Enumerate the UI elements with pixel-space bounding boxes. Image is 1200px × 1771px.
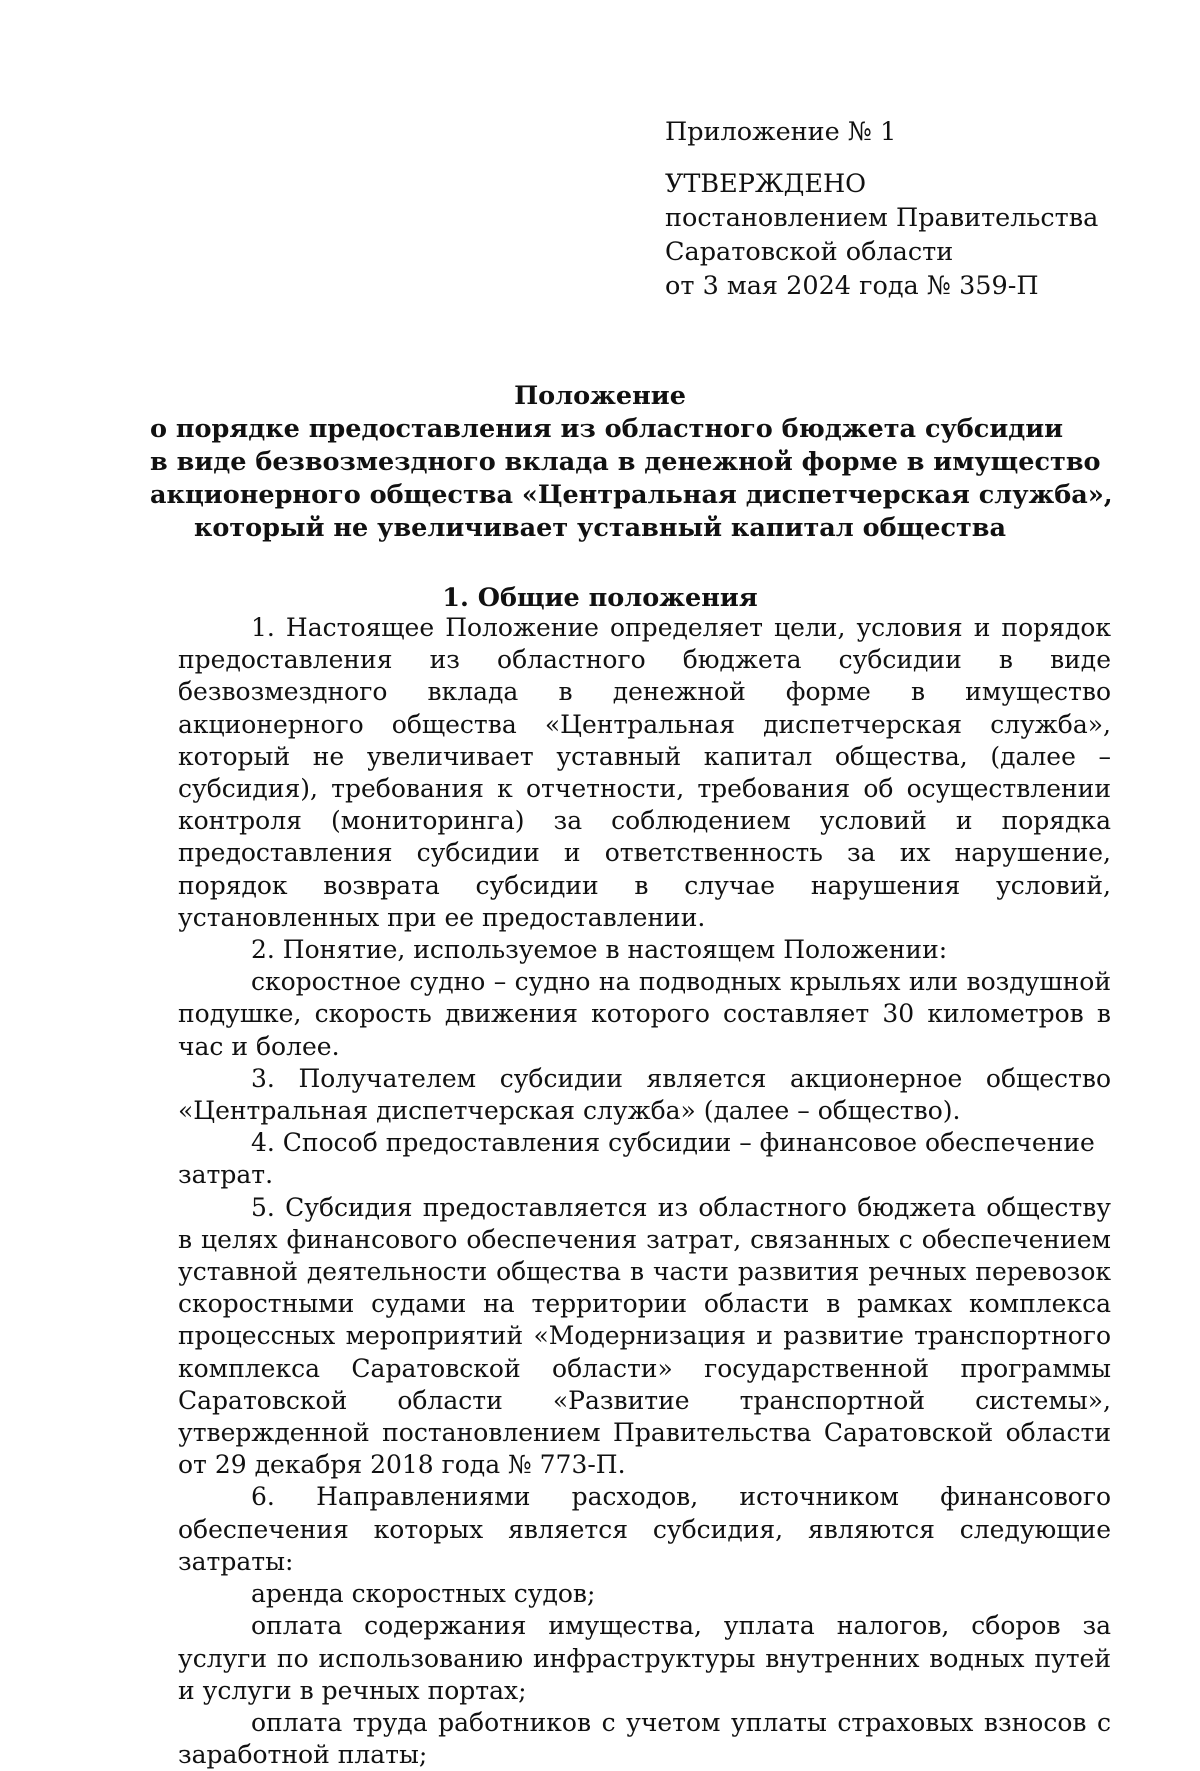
title-line-3: акционерного общества «Центральная диспетчерская служба»,: [150, 480, 1113, 510]
title-line-2: в виде безвозмездного вклада в денежной форме в имущество: [150, 447, 1101, 477]
paragraph-8: аренда скоростных судов;: [251, 1579, 596, 1609]
paragraph-1: 1. Настоящее Положение определяет цели, условия и порядок предоставления из областного бюджета субсидии в виде безвозмездного вклада в денежной форме в имущество акционерного общества «Центральная диспетчерская служба», который не увеличивает уставный капитал общества, (далее – субсидия), требования к отчетности, требования об осуществлении контроля (мониторинга) за соблюдением условий и порядка предоставления субсидии и ответственность за их нарушение, порядок возврата субсидии в случае нарушения условий, установленных при ее предоставлении.: [178, 613, 1111, 932]
attachment-number: Приложение № 1: [665, 117, 897, 147]
paragraph-7: 6. Направлениями расходов, источником финансового обеспечения которых является субсидия, являются следующие затраты:: [178, 1482, 1111, 1576]
document-title: [150, 380, 1113, 545]
paragraph-6: 5. Субсидия предоставляется из областного бюджета обществу в целях финансового обеспечения затрат, связанных с обеспечением уставной деятельности общества в части развития речных перевозок скоростными судами на территории области в рамках комплекса процессных мероприятий «Модернизация и развитие транспортного комплекса Саратовской области» государственной программы Саратовской области «Развитие транспортной системы», утвержденной постановлением Правительства Саратовской области от 29 декабря 2018 года № 773-П.: [178, 1192, 1111, 1480]
paragraph-4: 3. Получателем субсидии является акционерное общество «Центральная диспетчерская служба» (далее – общество).: [178, 1063, 1111, 1126]
approval-stamp-block: [665, 115, 1145, 303]
approved-label: УТВЕРЖДЕНО: [665, 169, 867, 199]
paragraph-2: 2. Понятие, используемое в настоящем Положении:: [251, 935, 948, 965]
section-body: [178, 612, 1111, 1771]
title-heading: Положение: [514, 381, 686, 411]
section-heading: 1. Общие положения: [442, 583, 758, 613]
title-line-4: который не увеличивает уставный капитал общества: [193, 513, 1007, 543]
paragraph-3: скоростное судно – судно на подводных крыльях или воздушной подушке, скорость движения которого составляет 30 километров в час и более.: [178, 967, 1111, 1061]
approval-line-3: от 3 мая 2024 года № 359-П: [665, 271, 1039, 301]
paragraph-10: оплата труда работников с учетом уплаты страховых взносов с заработной платы;: [178, 1707, 1111, 1770]
approval-line-2: Саратовской области: [665, 237, 954, 267]
title-line-1: о порядке предоставления из областного бюджета субсидии: [150, 414, 1064, 444]
approval-line-1: постановлением Правительства: [665, 203, 1099, 233]
paragraph-9: оплата содержания имущества, уплата налогов, сборов за услуги по использованию инфраструктуры внутренних водных путей и услуги в речных портах;: [178, 1611, 1111, 1705]
paragraph-5: 4. Способ предоставления субсидии – финансовое обеспечение затрат.: [178, 1128, 1095, 1190]
